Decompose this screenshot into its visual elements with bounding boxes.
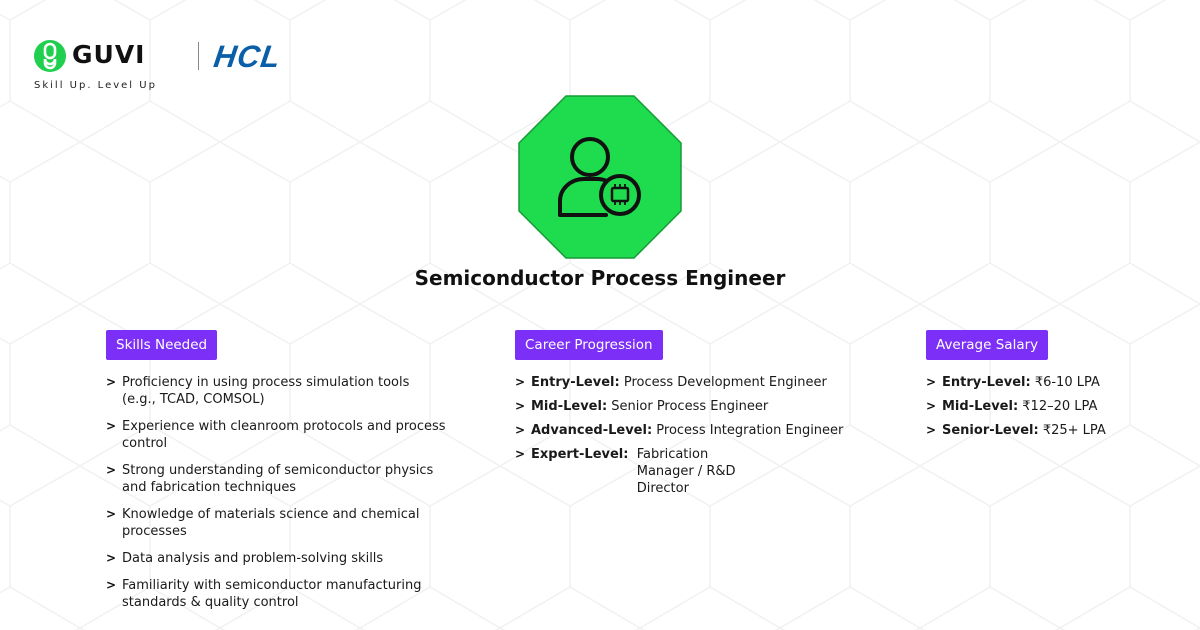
- skills-heading: Skills Needed: [106, 330, 217, 360]
- salary-heading: Average Salary: [926, 330, 1048, 360]
- brand-divider: [198, 42, 199, 70]
- chevron-right-icon: >: [926, 423, 937, 437]
- chevron-right-icon: >: [106, 507, 117, 521]
- career-section: [515, 330, 875, 504]
- guvi-logo-icon: [34, 40, 66, 72]
- salary-section: [926, 330, 1166, 446]
- hcl-logo: HCL: [211, 39, 284, 74]
- list-item: > Familiarity with semiconductor manufacturing standards & quality control: [106, 578, 422, 610]
- list-item: > Entry-Level: ₹6-10 LPA: [926, 375, 1100, 390]
- brand-tagline: Skill Up. Level Up: [34, 80, 157, 91]
- skills-section: [106, 330, 446, 621]
- chevron-right-icon: >: [515, 423, 526, 437]
- list-item: > Mid-Level: ₹12–20 LPA: [926, 399, 1098, 414]
- list-item: > Experience with cleanroom protocols and process control: [106, 419, 446, 451]
- list-item: > Data analysis and problem-solving skills: [106, 551, 384, 566]
- chevron-right-icon: >: [106, 551, 117, 565]
- skills-list: [106, 374, 446, 611]
- career-list: [515, 374, 875, 497]
- user-chip-icon: [518, 95, 682, 259]
- salary-list: [926, 374, 1166, 439]
- chevron-right-icon: >: [515, 399, 526, 413]
- chevron-right-icon: >: [926, 375, 937, 389]
- chevron-right-icon: >: [515, 447, 526, 461]
- brand-header: [34, 38, 354, 98]
- chevron-right-icon: >: [515, 375, 526, 389]
- list-item: > Knowledge of materials science and chemical processes: [106, 507, 420, 539]
- list-item: > Mid-Level: Senior Process Engineer: [515, 399, 769, 414]
- list-item: > Entry-Level: Process Development Engineer: [515, 375, 827, 390]
- career-heading: Career Progression: [515, 330, 663, 360]
- list-item: > Advanced-Level: Process Integration Engineer: [515, 423, 844, 438]
- chevron-right-icon: >: [106, 375, 117, 389]
- page-title: Semiconductor Process Engineer: [414, 266, 786, 290]
- list-item: > Strong understanding of semiconductor physics and fabrication techniques: [106, 463, 434, 495]
- chevron-right-icon: >: [106, 578, 117, 592]
- chevron-right-icon: >: [106, 419, 117, 433]
- chevron-right-icon: >: [106, 463, 117, 477]
- list-item: > Expert-Level: Fabrication Manager / R&D Director: [515, 447, 736, 496]
- list-item: > Senior-Level: ₹25+ LPA: [926, 423, 1106, 438]
- guvi-wordmark: GUVI: [72, 40, 146, 69]
- list-item: > Proficiency in using process simulation tools (e.g., TCAD, COMSOL): [106, 375, 410, 407]
- chevron-right-icon: >: [926, 399, 937, 413]
